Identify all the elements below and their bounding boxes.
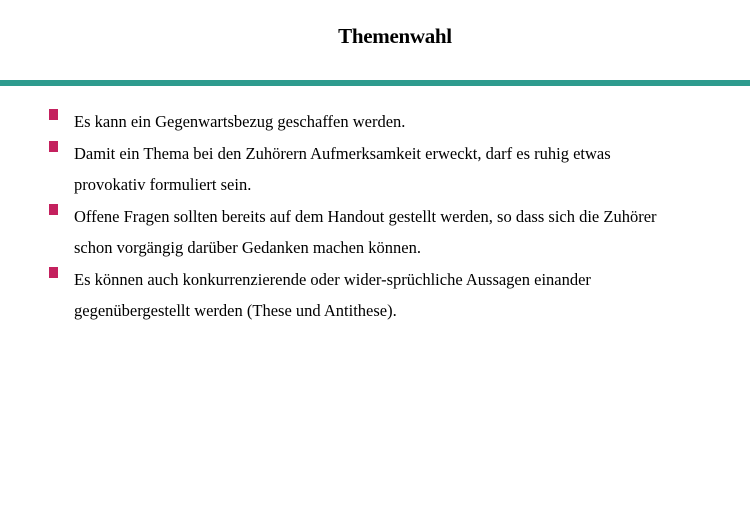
slide-title: Themenwahl xyxy=(338,24,452,48)
bullet-text: Es kann ein Gegenwartsbezug geschaffen werden. xyxy=(74,112,406,131)
square-bullet-icon xyxy=(49,109,58,120)
bullet-item xyxy=(0,106,750,138)
square-bullet-icon xyxy=(49,141,58,152)
square-bullet-icon xyxy=(49,204,58,215)
bullet-text: Offene Fragen sollten bereits auf dem Handout gestellt werden, so dass sich die Zuhörer schon vorgängig darüber Gedanken machen können. xyxy=(74,206,657,257)
bullet-list xyxy=(0,106,750,327)
bullet-text: Damit ein Thema bei den Zuhörern Aufmerksamkeit erweckt, darf es ruhig etwas provokativ formuliert sein. xyxy=(74,143,611,194)
bullet-item xyxy=(0,138,750,201)
bullet-item xyxy=(0,201,750,264)
bullet-text: Es können auch konkurrenzierende oder wider-sprüchliche Aussagen einander gegenübergestellt werden (These und Antithese). xyxy=(74,269,591,320)
square-bullet-icon xyxy=(49,267,58,278)
bullet-item xyxy=(0,264,750,327)
title-divider xyxy=(0,80,750,86)
